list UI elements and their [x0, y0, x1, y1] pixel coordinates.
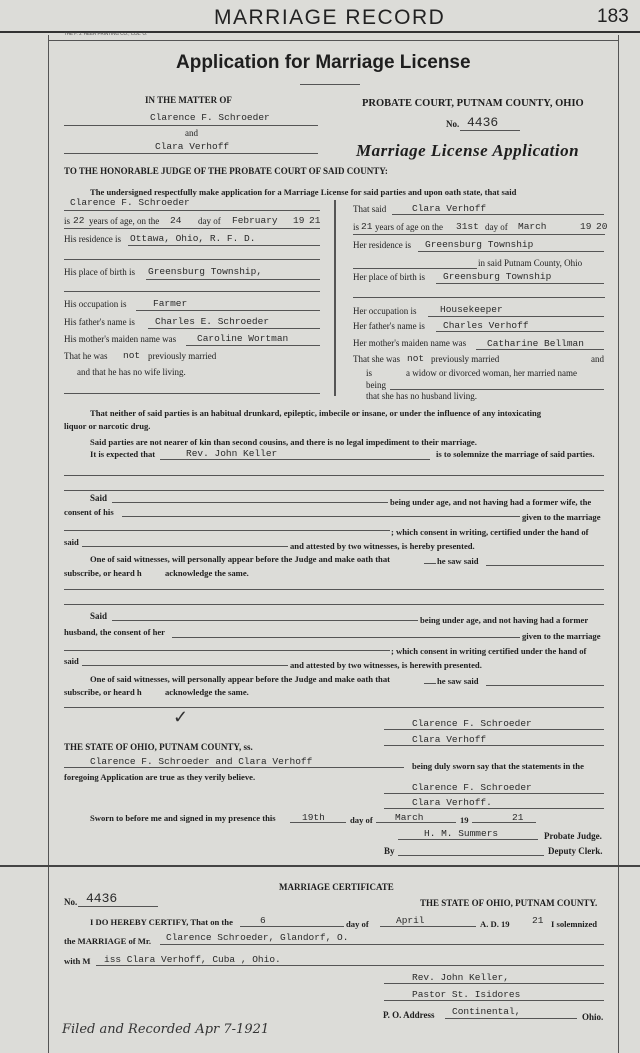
- c2-certified-line: [64, 650, 390, 651]
- groom-birth: Greensburg Township,: [148, 266, 263, 277]
- bride-father-line: [436, 331, 604, 332]
- groom-married-label-b: previously married: [148, 351, 217, 361]
- cert-solemnized: I solemnized: [551, 919, 598, 929]
- bride-father-label: Her father's name is: [353, 321, 425, 331]
- by-label: By: [384, 846, 395, 856]
- c1-said-line: [112, 502, 388, 503]
- bride-birth-line: [436, 283, 604, 284]
- bride-years-label: years of age on the: [375, 222, 443, 232]
- frame-right: [618, 35, 619, 1053]
- sworn-day-of: day of: [350, 815, 373, 825]
- bride-day: 31st: [456, 221, 479, 232]
- cert-po-line: [445, 1018, 577, 1019]
- c2-witness: One of said witnesses, will personally appear before the Judge and make oath that: [90, 674, 391, 684]
- groom-day-of: day of: [198, 216, 221, 226]
- groom-mother-label: His mother's maiden name was: [64, 334, 177, 344]
- bride-line: [64, 153, 318, 154]
- cert-day-line: [240, 926, 344, 927]
- groom-residence-line: [128, 245, 320, 246]
- cert-month-line: [380, 926, 476, 927]
- groom-occupation: Farmer: [153, 298, 188, 309]
- c1-he-saw: he saw said: [437, 556, 479, 566]
- bride-and: and: [591, 354, 604, 364]
- case-number-line: [460, 130, 520, 131]
- bride-mother-line: [476, 349, 604, 350]
- groom-end-line: [64, 393, 320, 394]
- officiant-name: Rev. John Keller: [186, 448, 278, 459]
- bride-name-line: [392, 214, 604, 215]
- form-title: Application for Marriage License: [176, 52, 471, 73]
- cert-with-m: with M: [64, 956, 91, 966]
- c2-said2-line: [82, 665, 288, 666]
- bride-year: 20: [596, 221, 608, 232]
- bride-county-rule: [353, 268, 477, 269]
- groom-age-line: [64, 228, 320, 229]
- groom-father-label: His father's name is: [64, 317, 135, 327]
- c1-consent-of: consent of his: [64, 507, 114, 517]
- c1-given: given to the marriage: [522, 512, 601, 522]
- cert-po-label: P. O. Address: [383, 1010, 435, 1020]
- groom-residence: Ottawa, Ohio, R. F. D.: [130, 233, 256, 244]
- c1-certified: ; which consent in writing, certified under the hand of: [391, 527, 589, 537]
- c1-underage: being under age, and not having had a former wife, the: [390, 497, 592, 507]
- c2-husband: husband, the consent of her: [64, 627, 165, 637]
- c2-certified: ; which consent in writing certified under the hand of: [391, 646, 587, 656]
- groom-birth-line: [146, 279, 320, 280]
- bride-married-value: not: [407, 353, 425, 364]
- bride-residence-line: [418, 251, 604, 252]
- frame-top: [48, 40, 618, 41]
- judge-line: [398, 839, 538, 840]
- page-number: 183: [597, 6, 629, 27]
- bride-birth-label: Her place of birth is: [353, 272, 425, 282]
- judge-name: H. M. Summers: [424, 828, 499, 839]
- groom-married-label-a: That he was: [64, 351, 108, 361]
- case-number: 4436: [467, 115, 499, 130]
- c1-acknowledge: acknowledge the same.: [165, 568, 249, 578]
- c1-subscribe: subscribe, or heard h: [64, 568, 142, 578]
- cert-day: 6: [260, 915, 266, 926]
- filed-recorded-note: Filed and Recorded Apr 7-1921: [62, 1022, 270, 1037]
- c1-said: Said: [90, 493, 108, 503]
- cert-number-line: [78, 906, 158, 907]
- bride-being: being: [366, 380, 386, 390]
- sworn-year-prefix: 19: [460, 815, 469, 825]
- by-line: [398, 855, 544, 856]
- frame-left: [48, 35, 49, 1053]
- bride-age: 21: [361, 221, 373, 232]
- groom-occupation-line: [136, 310, 320, 311]
- cert-groom-line: [160, 944, 604, 945]
- oath-parties: Clarence F. Schroeder and Clara Verhoff: [90, 756, 313, 767]
- in-the-matter-label: IN THE MATTER OF: [145, 95, 232, 105]
- bride-occupation: Housekeeper: [440, 304, 503, 315]
- oath-sig-groom2: Clarence F. Schroeder: [412, 782, 532, 793]
- groom-mother: Caroline Wortman: [197, 333, 289, 344]
- bride-county-line: in said Putnam County, Ohio: [478, 258, 583, 268]
- cert-year: 21: [532, 915, 544, 926]
- oath-sig-bride-line: [384, 745, 604, 746]
- groom-no-wife: and that he has no wife living.: [77, 367, 186, 377]
- groom-birth-label: His place of birth is: [64, 267, 135, 277]
- rule-a: [64, 475, 604, 476]
- c1-consent-line: [122, 516, 520, 517]
- bride-year-prefix: 19: [580, 221, 592, 232]
- groom-line: [64, 125, 318, 126]
- cert-officiant: Rev. John Keller,: [412, 972, 509, 983]
- bride-month: March: [518, 221, 547, 232]
- deputy-clerk: Deputy Clerk.: [548, 846, 603, 856]
- groom-occupation-label: His occupation is: [64, 299, 127, 309]
- c2-underage: being under age, and not having had a former: [420, 615, 589, 625]
- groom-father: Charles E. Schroeder: [155, 316, 270, 327]
- c1-said2: said: [64, 537, 79, 547]
- bride-mother-label: Her mother's maiden name was: [353, 338, 467, 348]
- cert-ad: A. D. 19: [480, 919, 510, 929]
- habitual-clause: That neither of said parties is an habitual drunkard, epileptic, imbecile or insane, or under the influence of any intoxicating: [90, 408, 542, 418]
- cert-officiant-title: Pastor St. Isidores: [412, 989, 521, 1000]
- and-label: and: [185, 128, 198, 138]
- sworn-day-line: [290, 822, 346, 823]
- kin-clause: Said parties are not nearer of kin than second cousins, and there is no legal impediment to their marriage.: [90, 437, 477, 447]
- groom-day: 24: [170, 215, 182, 226]
- c2-rule-a: [64, 707, 604, 708]
- c1-rule-b: [64, 604, 604, 605]
- groom-years-label: years of age, on the: [89, 216, 160, 226]
- c2-attested: and attested by two witnesses, is herewith presented.: [290, 660, 482, 670]
- bride-residence-label: Her residence is: [353, 240, 411, 250]
- sworn-day: 19th: [302, 812, 325, 823]
- c1-witness: One of said witnesses, will personally appear before the Judge and make oath that: [90, 554, 391, 564]
- bride-name-matter: Clara Verhoff: [155, 141, 230, 152]
- bride-birth-line2: [353, 297, 605, 298]
- groom-year-prefix: 19: [293, 215, 305, 226]
- cert-bride-line: [96, 965, 604, 966]
- checkmark: ✓: [173, 707, 189, 727]
- printer-line: THE F. J. HEER PRINTING CO., COL. O.: [64, 31, 148, 36]
- sworn-before: Sworn to before me and signed in my presence this: [90, 813, 276, 823]
- court-name: PROBATE COURT, PUTNAM COUNTY, OHIO: [362, 98, 584, 109]
- bride-married-label-a: That she was: [353, 354, 400, 364]
- oath-parties-line: [64, 767, 404, 768]
- c2-subscribe: subscribe, or heard h: [64, 687, 142, 697]
- cert-officiant-title-line: [384, 1000, 604, 1001]
- c2-said: Said: [90, 611, 108, 621]
- c2-acknowledge: acknowledge the same.: [165, 687, 249, 697]
- column-divider: [334, 200, 336, 396]
- bride-birth: Greensburg Township: [443, 271, 552, 282]
- bride-mother: Catharine Bellman: [487, 338, 584, 349]
- bride-is: is: [353, 222, 360, 232]
- oath-sig-bride2: Clara Verhoff.: [412, 797, 492, 808]
- expected-label: It is expected that: [90, 449, 156, 459]
- bride-being-line: [390, 389, 604, 390]
- cert-bride: iss Clara Verhoff, Cuba , Ohio.: [104, 954, 281, 965]
- groom-residence-line2: [64, 259, 320, 260]
- rule-b: [64, 490, 604, 491]
- oath-sworn: being duly sworn say that the statements in the: [412, 761, 584, 771]
- groom-name-matter: Clarence F. Schroeder: [150, 112, 270, 123]
- cert-officiant-line: [384, 983, 604, 984]
- c2-he-saw: he saw said: [437, 676, 479, 686]
- c2-said-line: [112, 620, 418, 621]
- bride-name: Clara Verhoff: [412, 203, 487, 214]
- certificate-title: MARRIAGE CERTIFICATE: [279, 882, 394, 892]
- cert-no-label: No.: [64, 897, 78, 907]
- c2-he-saw-line: [486, 685, 604, 686]
- application-heading: Marriage License Application: [356, 141, 580, 160]
- c1-certified-line: [64, 530, 390, 531]
- groom-name-line: [64, 210, 320, 211]
- bride-no-husband: that she has no husband living.: [366, 391, 477, 401]
- intro-text: The undersigned respectfully make application for a Marriage License for said parties and upon oath state, that said: [90, 187, 517, 197]
- c2-husband-line: [172, 637, 520, 638]
- sworn-year-line: [472, 822, 536, 823]
- groom-is: is: [64, 216, 71, 226]
- bride-is-widow: is: [366, 368, 373, 378]
- c1-he-saw-line: [486, 565, 604, 566]
- liquor-clause: liquor or narcotic drug.: [64, 421, 151, 431]
- c2-witness-line: [424, 683, 436, 684]
- sworn-year: 21: [512, 812, 524, 823]
- cert-day-of: day of: [346, 919, 369, 929]
- groom-birth-line2: [64, 291, 320, 292]
- c1-said2-line: [82, 546, 288, 547]
- judge-title: Probate Judge.: [544, 831, 602, 841]
- oath-sig-groom: Clarence F. Schroeder: [412, 718, 532, 729]
- groom-residence-label: His residence is: [64, 234, 121, 244]
- c1-witness-line: [424, 563, 436, 564]
- sworn-month: March: [395, 812, 424, 823]
- groom-father-line: [148, 328, 320, 329]
- officiant-line: [160, 459, 430, 460]
- cert-marriage-of: the MARRIAGE of Mr.: [64, 936, 152, 946]
- bride-age-line: [353, 234, 605, 235]
- expected-tail: is to solemnize the marriage of said parties.: [436, 449, 595, 459]
- cert-groom: Clarence Schroeder, Glandorf, O.: [166, 932, 349, 943]
- cert-certify: I DO HEREBY CERTIFY, That on the: [90, 917, 233, 927]
- to-judge: TO THE HONORABLE JUDGE OF THE PROBATE COURT OF SAID COUNTY:: [64, 166, 388, 176]
- c1-rule-a: [64, 589, 604, 590]
- cert-month: April: [396, 915, 425, 926]
- groom-age: 22: [73, 215, 85, 226]
- groom-mother-line: [186, 345, 320, 346]
- oath-state: THE STATE OF OHIO, PUTNAM COUNTY, ss.: [64, 742, 253, 752]
- groom-name: Clarence F. Schroeder: [70, 197, 190, 208]
- title-underline: [300, 84, 360, 85]
- bride-occupation-label: Her occupation is: [353, 306, 417, 316]
- sworn-month-line: [376, 822, 456, 823]
- oath-sig-bride: Clara Verhoff: [412, 734, 487, 745]
- case-no-label: No.: [446, 119, 460, 129]
- cert-po-value: Continental,: [452, 1006, 521, 1017]
- bride-day-of: day of: [485, 222, 508, 232]
- section-divider: [0, 865, 640, 867]
- bride-widow-text: a widow or divorced woman, her married name: [406, 368, 577, 378]
- cert-ohio: Ohio.: [582, 1012, 604, 1022]
- c1-attested: and attested by two witnesses, is hereby presented.: [290, 541, 475, 551]
- cert-number: 4436: [86, 891, 118, 906]
- bride-that-said: That said: [353, 204, 387, 214]
- bride-residence: Greensburg Township: [425, 239, 534, 250]
- c2-given: given to the marriage: [522, 631, 601, 641]
- bride-married-label-b: previously married: [431, 354, 500, 364]
- groom-month: February: [232, 215, 278, 226]
- oath-sig-groom-line: [384, 729, 604, 730]
- bride-father: Charles Verhoff: [443, 320, 529, 331]
- oath-sig-bride2-line: [384, 808, 604, 809]
- groom-married-value: not: [123, 350, 141, 361]
- oath-sig-groom2-line: [384, 793, 604, 794]
- cert-state: THE STATE OF OHIO, PUTNAM COUNTY.: [420, 898, 598, 908]
- bride-occupation-line: [428, 316, 604, 317]
- c2-said2: said: [64, 656, 79, 666]
- oath-foregoing: foregoing Application are true as they verily believe.: [64, 772, 256, 782]
- record-title: MARRIAGE RECORD: [214, 6, 446, 29]
- groom-year: 21: [309, 215, 321, 226]
